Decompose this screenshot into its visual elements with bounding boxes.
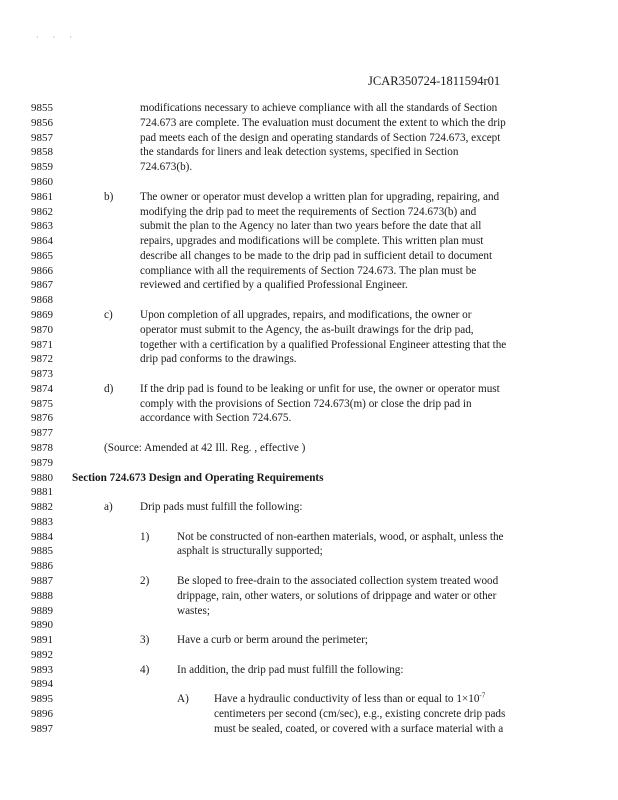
line-text [140, 382, 500, 396]
list-label: a) [104, 501, 113, 514]
line-number: 9871 [31, 338, 53, 351]
list-label: 2) [140, 575, 150, 587]
text-line [0, 264, 618, 278]
text-line [0, 426, 618, 440]
text-line [0, 722, 618, 736]
line-number: 9857 [31, 131, 53, 144]
line-text [140, 101, 497, 115]
text-line [0, 707, 618, 721]
line-text [177, 663, 404, 677]
line-text-content: Not be constructed of non-earthen materials, wood, or asphalt, unless the [177, 530, 504, 543]
text-line [0, 293, 618, 307]
line-number: 9897 [31, 722, 53, 735]
line-number: 9874 [31, 382, 53, 395]
line-text-content: operator must submit to the Agency, the as-built drawings for the drip pad, [140, 323, 474, 336]
line-text [140, 308, 472, 322]
scan-specks: · · · [36, 33, 78, 42]
line-text [104, 441, 305, 455]
line-number: 9867 [31, 279, 53, 292]
line-number: 9895 [31, 693, 53, 706]
line-number: 9875 [31, 397, 53, 410]
line-text-content: pad meets each of the design and operating standards of Section 724.673, except [140, 131, 501, 144]
line-text [140, 234, 483, 248]
line-number: 9883 [31, 515, 53, 528]
line-text-content: wastes; [177, 604, 210, 617]
line-number: 9860 [31, 175, 53, 188]
line-number: 9886 [31, 560, 53, 573]
line-number: 9885 [31, 545, 53, 558]
line-text [177, 589, 496, 603]
line-number: 9882 [31, 501, 53, 514]
line-text-content: 724.673(b). [140, 161, 193, 174]
line-number: 9894 [31, 678, 53, 691]
line-text-content: the standards for liners and leak detection systems, specified in Section [140, 146, 459, 159]
line-text [140, 160, 192, 174]
text-line [0, 397, 618, 411]
line-number: 9864 [31, 235, 53, 247]
line-text [214, 722, 503, 736]
line-number: 9869 [31, 308, 53, 321]
text-line [0, 205, 618, 219]
line-text [140, 116, 506, 130]
line-number: 9890 [31, 619, 53, 632]
line-text-content: centimeters per second (cm/sec), e.g., existing concrete drip pads [214, 708, 506, 720]
text-line [0, 633, 618, 647]
text-line [0, 589, 618, 603]
line-number: 9862 [31, 205, 53, 218]
line-text [140, 338, 506, 352]
superscript-exponent: -7 [479, 691, 486, 700]
line-number: 9891 [31, 634, 53, 647]
list-label: 1) [140, 530, 150, 543]
line-text-content: accordance with Section 724.675. [140, 412, 292, 425]
line-text [140, 205, 476, 219]
text-line [0, 574, 618, 588]
text-line [0, 367, 618, 381]
line-text-content: (Source: Amended at 42 Ill. Reg. , effective ) [104, 441, 306, 454]
line-text [177, 544, 323, 558]
text-line [0, 160, 618, 174]
line-number: 9865 [31, 249, 53, 262]
line-number: 9892 [31, 648, 53, 661]
text-line [0, 101, 618, 115]
text-line [0, 411, 618, 425]
line-text [140, 190, 499, 204]
line-number: 9879 [31, 456, 53, 469]
text-line [0, 131, 618, 145]
line-text-content: Upon completion of all upgrades, repairs, and modifications, the owner or [140, 308, 472, 321]
line-number: 9866 [31, 264, 53, 277]
line-number: 9884 [31, 530, 53, 543]
line-text-content: comply with the provisions of Section 724.673(m) or close the drip pad in [140, 397, 472, 410]
line-text-content: drippage, rain, other waters, or solutions of drippage and water or other [177, 589, 497, 602]
line-number: 9870 [31, 323, 53, 336]
line-text-content: describe all changes to be made to the drip pad in sufficient detail to document [140, 249, 493, 262]
line-number: 9876 [31, 412, 53, 425]
line-number: 9893 [31, 663, 53, 676]
line-number: 9887 [31, 575, 53, 587]
text-line [0, 471, 618, 485]
text-line [0, 530, 618, 544]
line-text [140, 249, 492, 263]
text-line [0, 500, 618, 514]
line-number: 9861 [31, 190, 53, 203]
line-text-content: In addition, the drip pad must fulfill the following: [177, 663, 404, 676]
text-line [0, 249, 618, 263]
list-label: d) [104, 382, 114, 395]
line-number: 9856 [31, 116, 53, 129]
line-text-content: drip pad conforms to the drawings. [140, 353, 297, 366]
line-number: 9873 [31, 368, 53, 380]
line-text [140, 352, 297, 366]
list-label: 4) [140, 663, 150, 676]
line-number: 9880 [31, 471, 53, 484]
line-text-content: Drip pads must fulfill the following: [140, 501, 303, 514]
line-text-content: repairs, upgrades and modifications will be complete. This written plan must [140, 235, 484, 247]
list-label: 3) [140, 634, 150, 647]
line-text [140, 145, 458, 159]
line-text [140, 500, 303, 514]
text-line [0, 663, 618, 677]
text-line [0, 515, 618, 529]
text-line [0, 604, 618, 618]
line-text [140, 219, 481, 233]
line-text [177, 530, 504, 544]
line-text-content: must be sealed, coated, or covered with a surface material with a [214, 722, 504, 735]
text-line [0, 352, 618, 366]
line-text-content: together with a certification by a qualified Professional Engineer attesting that the [140, 338, 507, 351]
line-text [177, 633, 368, 647]
line-text-content: If the drip pad is found to be leaking or unfit for use, the owner or operator must [140, 382, 500, 395]
line-number: 9859 [31, 161, 53, 174]
text-line [0, 648, 618, 662]
text-line [0, 544, 618, 558]
line-text [140, 323, 474, 337]
line-text-content: Section 724.673 Design and Operating Requirements [72, 471, 324, 484]
line-text [140, 411, 291, 425]
text-line [0, 190, 618, 204]
line-number: 9889 [31, 604, 53, 617]
text-line [0, 219, 618, 233]
line-text-content: compliance with all the requirements of Section 724.673. The plan must be [140, 264, 477, 277]
line-text [214, 707, 505, 721]
text-line [0, 338, 618, 352]
line-number: 9881 [31, 486, 53, 499]
line-text-content: modifying the drip pad to meet the requirements of Section 724.673(b) and [140, 205, 477, 218]
line-text [177, 604, 210, 618]
text-line [0, 308, 618, 322]
line-number: 9877 [31, 427, 53, 440]
line-text-content: The owner or operator must develop a written plan for upgrading, repairing, and [140, 190, 500, 203]
line-text-content: submit the plan to the Agency no later than two years before the date that all [140, 220, 482, 233]
line-text-content: Have a hydraulic conductivity of less than or equal to 1×10 [214, 693, 480, 706]
text-line [0, 382, 618, 396]
list-label: A) [177, 693, 189, 706]
line-text [177, 574, 498, 588]
line-number: 9872 [31, 353, 53, 366]
line-text-content: asphalt is structurally supported; [177, 545, 323, 558]
line-text-content: Have a curb or berm around the perimeter; [177, 634, 369, 647]
text-line [0, 559, 618, 573]
line-number: 9896 [31, 708, 53, 720]
line-text-content: modifications necessary to achieve compliance with all the standards of Section [140, 102, 498, 114]
text-line [0, 234, 618, 248]
line-number: 9858 [31, 146, 53, 159]
line-text [140, 397, 472, 411]
line-text-content: 724.673 are complete. The evaluation must document the extent to which the drip [140, 116, 506, 129]
text-line [0, 618, 618, 632]
section-heading [72, 471, 324, 485]
text-line [0, 485, 618, 499]
line-number: 9863 [31, 220, 53, 233]
line-text-content: Be sloped to free-drain to the associated collection system treated wood [177, 575, 499, 587]
document-id: JCAR350724-1811594r01 [368, 74, 501, 88]
text-line [0, 677, 618, 691]
text-line [0, 175, 618, 189]
line-text [140, 264, 476, 278]
line-number: 9855 [31, 102, 53, 114]
line-number: 9878 [31, 441, 53, 454]
text-line [0, 278, 618, 292]
line-text [140, 131, 500, 145]
text-line [0, 323, 618, 337]
list-label: b) [104, 190, 114, 203]
text-line [0, 145, 618, 159]
line-number: 9868 [31, 294, 53, 307]
text-line [0, 116, 618, 130]
text-line [0, 456, 618, 470]
line-number: 9888 [31, 589, 53, 602]
text-line [0, 441, 618, 455]
text-line [0, 692, 618, 706]
list-label: c) [104, 308, 113, 321]
line-text-content: reviewed and certified by a qualified Professional Engineer. [140, 279, 408, 292]
line-text [140, 278, 408, 292]
line-text [214, 692, 485, 706]
